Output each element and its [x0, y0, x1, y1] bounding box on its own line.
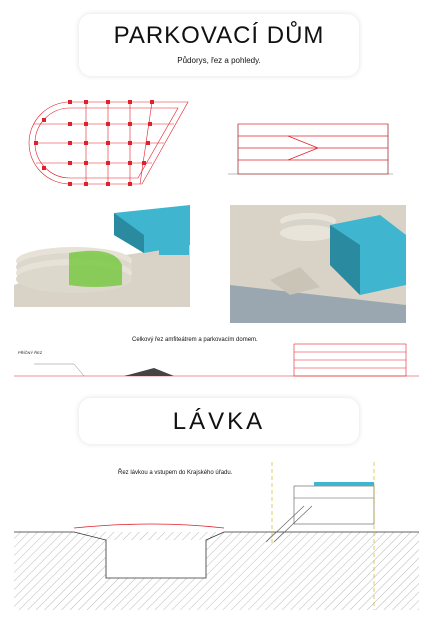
section-cut-label: PŘÍČNÝ ŘEZ — [18, 350, 43, 355]
section-drawing — [228, 120, 393, 180]
title-card-bridge — [79, 398, 359, 444]
bridge-section-drawing — [14, 462, 419, 610]
section-cut-caption: Celkový řez amfiteátrem a parkovacím domem. — [132, 337, 258, 343]
page-subtitle: Půdorys, řez a pohledy. — [177, 56, 261, 65]
long-section-drawing — [14, 340, 419, 385]
render-view-right — [230, 205, 406, 323]
render-view-left — [14, 205, 190, 307]
bridge-caption: Řez lávkou a vstupem do Krajského úřadu. — [118, 470, 233, 476]
title-card-parking — [79, 14, 359, 76]
floor-plan-drawing — [30, 98, 190, 188]
page-title: PARKOVACÍ DŮM — [113, 22, 325, 49]
bridge-title: LÁVKA — [172, 408, 266, 435]
